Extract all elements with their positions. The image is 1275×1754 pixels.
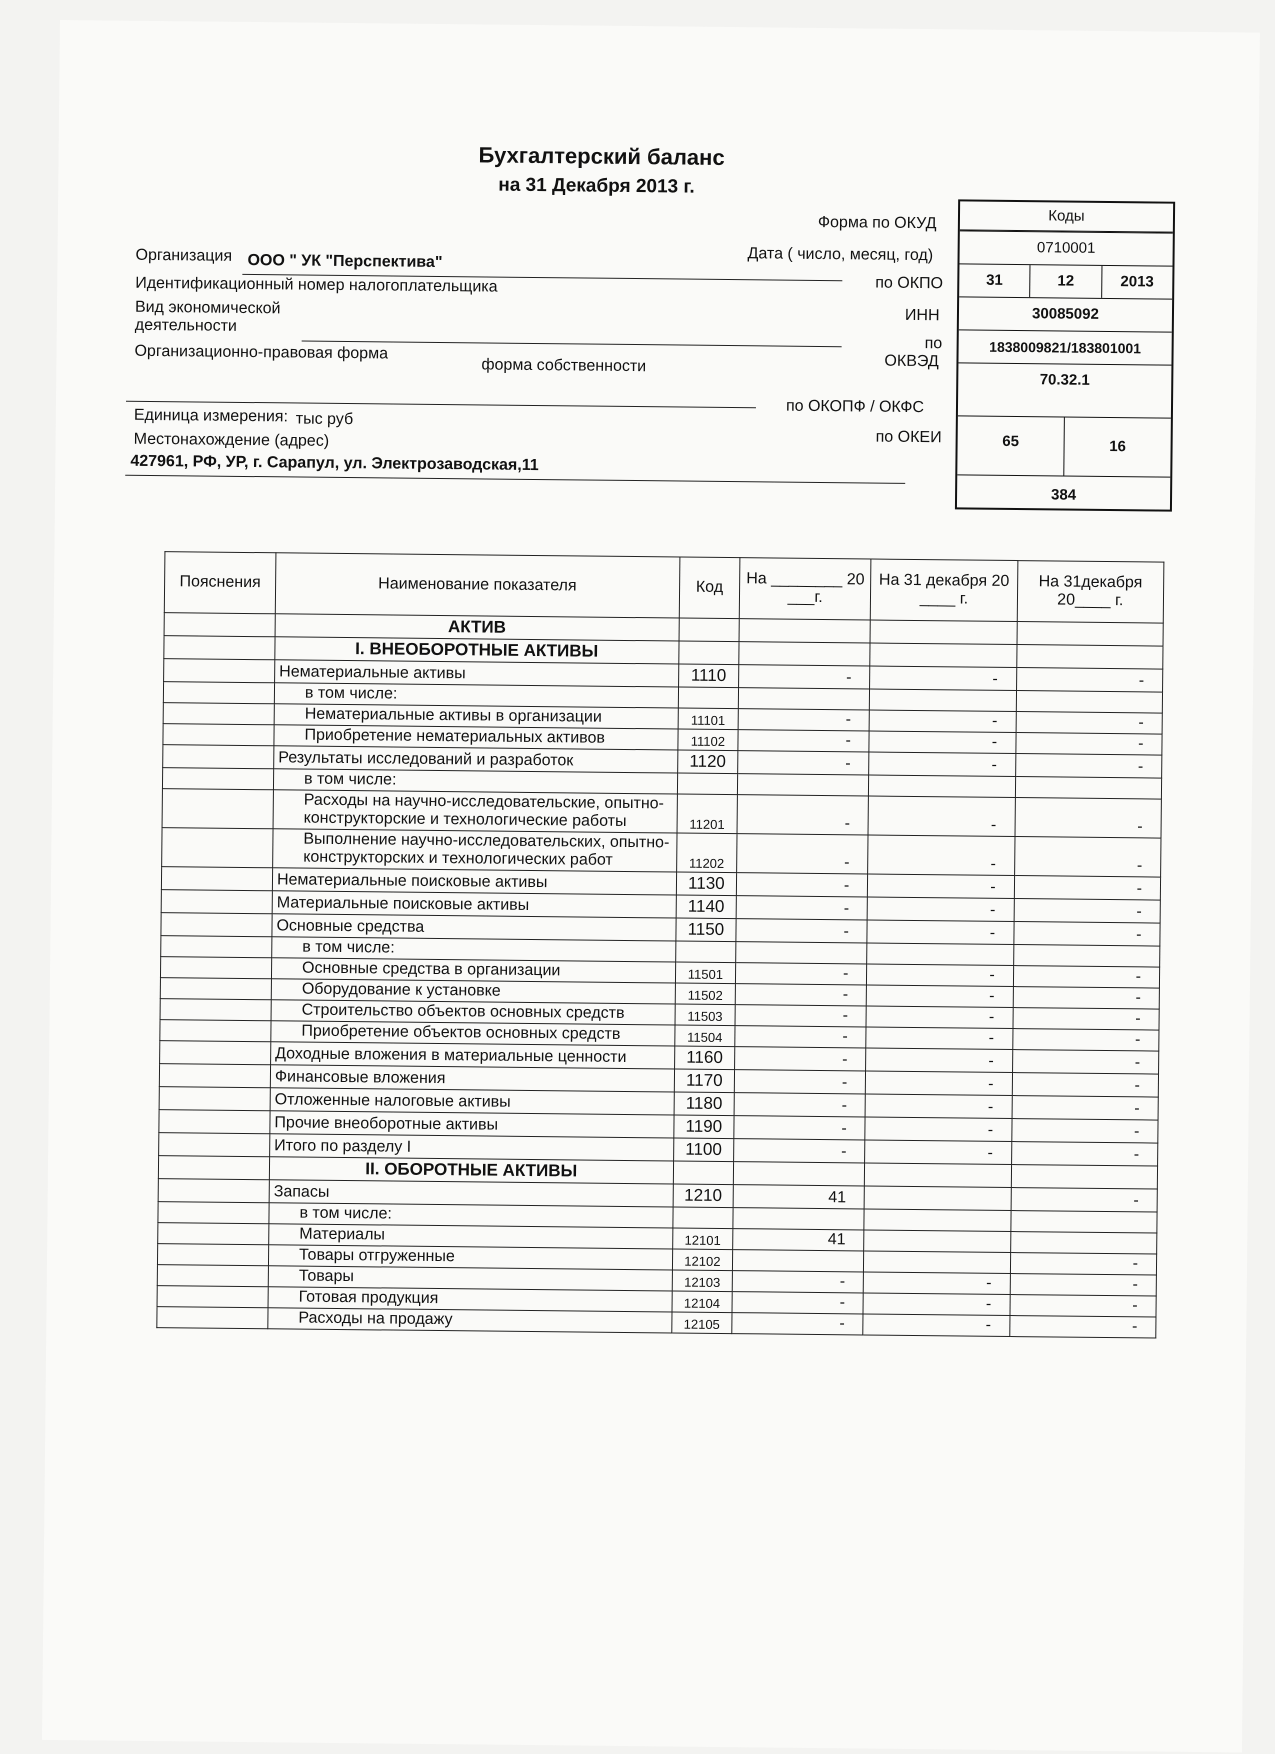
- row-value-1: -: [735, 1047, 866, 1071]
- row-value-1: -: [734, 1116, 865, 1140]
- row-code: 11101: [678, 708, 739, 730]
- balance-table: [156, 551, 1164, 1338]
- inn-full-label: Идентификационный номер налогоплательщика: [135, 274, 498, 296]
- row-value-3: -: [1010, 1295, 1157, 1318]
- row-name: Запасы: [269, 1180, 673, 1207]
- okud-label: Форма по ОКУД: [817, 213, 937, 233]
- row-value-3: -: [1011, 1119, 1158, 1144]
- okopf-row: [957, 415, 1171, 476]
- row-value-1: -: [734, 1139, 865, 1163]
- inn-row: [958, 329, 1171, 364]
- row-name: Товары: [268, 1266, 672, 1291]
- row-value-2: -: [863, 1314, 1010, 1337]
- okopf-label: по ОКОПФ / ОКФС: [785, 397, 925, 417]
- row-value-3: [1011, 1211, 1158, 1234]
- row-value-2: -: [869, 710, 1016, 733]
- row-value-1: [738, 688, 869, 710]
- row-value-1: [733, 1250, 864, 1272]
- row-value-3: -: [1010, 1274, 1157, 1297]
- okpo-code: 30085092: [1032, 305, 1099, 323]
- row-value-1: -: [737, 873, 868, 897]
- table-header-row: [164, 552, 1164, 623]
- row-name: Оборудование к установке: [271, 979, 675, 1004]
- row-code: 1160: [674, 1046, 735, 1070]
- row-name: Выполнение научно-исследовательских, опытно-конструкторских и технологических работ: [273, 829, 677, 872]
- notes-cell: [161, 913, 272, 937]
- okopf-code: 65: [1002, 432, 1020, 451]
- row-code: 1110: [678, 664, 739, 688]
- section-1-label: I. ВНЕОБОРОТНЫЕ АКТИВЫ: [275, 637, 679, 664]
- ownership-label: форма собственности: [481, 356, 647, 376]
- row-value-2: -: [867, 964, 1014, 987]
- row-code: 11504: [674, 1025, 735, 1047]
- row-name: Расходы на продажу: [268, 1308, 672, 1333]
- row-value-3: -: [1011, 1142, 1158, 1167]
- okved-code: 70.32.1: [1039, 371, 1090, 389]
- row-value-1: -: [736, 963, 867, 985]
- row-name: Основные средства: [272, 914, 676, 941]
- notes-cell: [164, 659, 275, 683]
- document-sheet: [42, 20, 1260, 1752]
- notes-cell: [163, 682, 274, 704]
- row-value-1: -: [732, 1292, 863, 1314]
- notes-cell: [160, 1041, 271, 1065]
- row-value-3: -: [1014, 922, 1161, 947]
- okud-code: 0710001: [1036, 239, 1096, 257]
- activity-label-2: деятельности: [134, 316, 237, 335]
- okei-label: по ОКЕИ: [875, 428, 942, 447]
- row-name: в том числе:: [269, 1203, 673, 1228]
- row-value-2: -: [866, 1006, 1013, 1029]
- notes-cell: [159, 1064, 270, 1088]
- row-name: Товары отгруженные: [268, 1245, 672, 1270]
- row-code: 1170: [674, 1069, 735, 1093]
- row-code: [675, 941, 736, 963]
- row-code: 11201: [677, 794, 738, 834]
- row-code: 11102: [678, 729, 739, 751]
- row-code: 1120: [677, 750, 738, 774]
- row-value-1: [738, 774, 869, 796]
- okei-row: [957, 474, 1170, 509]
- row-value-1: 41: [733, 1185, 864, 1209]
- notes-cell: [161, 936, 272, 958]
- row-code: [678, 687, 739, 709]
- row-name: Прочие внеоборотные активы: [270, 1111, 674, 1138]
- table-body: [157, 613, 1163, 1338]
- okfs-code: 16: [1063, 418, 1171, 477]
- row-value-2: [869, 775, 1016, 798]
- notes-cell: [157, 1265, 268, 1287]
- row-name: Финансовые вложения: [270, 1065, 674, 1092]
- row-value-3: -: [1016, 712, 1163, 735]
- section-2-label: II. ОБОРОТНЫЕ АКТИВЫ: [269, 1157, 673, 1184]
- row-name: Приобретение нематериальных активов: [274, 725, 678, 750]
- row-value-3: -: [1010, 1253, 1157, 1276]
- notes-cell: [161, 890, 272, 914]
- row-value-3: [1015, 777, 1162, 800]
- notes-cell: [159, 1110, 270, 1134]
- okpo-label: по ОКПО: [875, 274, 944, 293]
- notes-cell: [158, 1223, 269, 1245]
- row-value-2: -: [866, 1027, 1013, 1050]
- col-period3-header: На 31декабря 20____ г.: [1017, 561, 1164, 624]
- notes-cell: [157, 1307, 268, 1329]
- row-value-1: -: [738, 730, 869, 752]
- notes-cell: [160, 999, 271, 1021]
- row-value-2: -: [868, 796, 1015, 837]
- address-label: Местонахождение (адрес): [133, 430, 330, 450]
- row-value-1: -: [732, 1313, 863, 1335]
- activity-label: Вид экономической: [134, 298, 281, 318]
- unit-label: Единица измерения:: [133, 406, 289, 426]
- row-value-1: -: [735, 1026, 866, 1048]
- notes-cell: [162, 768, 273, 790]
- row-value-3: [1016, 691, 1163, 714]
- row-name: Готовая продукция: [268, 1287, 672, 1312]
- row-value-1: -: [738, 709, 869, 731]
- row-code: 11503: [675, 1004, 736, 1026]
- row-code: 12101: [672, 1228, 733, 1250]
- row-value-1: -: [737, 834, 869, 874]
- row-name: Отложенные налоговые активы: [270, 1088, 674, 1115]
- address-underline: [125, 475, 905, 484]
- org-value: ООО " УК "Перспектива": [247, 251, 443, 272]
- row-value-2: -: [863, 1293, 1010, 1316]
- date-row: [959, 263, 1172, 298]
- notes-cell: [161, 867, 272, 891]
- row-value-2: -: [867, 920, 1014, 945]
- row-value-3: -: [1012, 1096, 1159, 1121]
- notes-cell: [162, 789, 273, 829]
- row-name: в том числе:: [274, 683, 678, 708]
- row-value-1: -: [736, 919, 867, 943]
- notes-cell: [163, 745, 274, 769]
- org-label: Организация: [135, 246, 233, 265]
- doc-subtitle: на 31 Декабря 2013 г.: [498, 174, 695, 198]
- row-code: 12105: [671, 1312, 732, 1334]
- row-value-1: -: [732, 1271, 863, 1293]
- row-value-2: -: [867, 897, 1014, 922]
- doc-title: Бухгалтерский баланс: [478, 142, 725, 170]
- notes-cell: [162, 828, 273, 868]
- row-value-1: [736, 942, 867, 964]
- row-value-2: [870, 689, 1017, 712]
- col-name-header: Наименование показателя: [275, 553, 679, 618]
- date-year: 2013: [1101, 266, 1173, 299]
- row-name: Итого по разделу I: [270, 1134, 674, 1161]
- row-value-3: -: [1015, 754, 1162, 779]
- okved-label-2: ОКВЭД: [884, 352, 939, 371]
- notes-cell: [157, 1286, 268, 1308]
- legal-form-label: Организационно-правовая форма: [134, 342, 389, 363]
- row-value-3: -: [1012, 1050, 1159, 1075]
- row-code: 12102: [672, 1249, 733, 1271]
- notes-cell: [160, 957, 271, 979]
- row-value-2: -: [868, 874, 1015, 899]
- row-value-3: [1013, 945, 1160, 968]
- row-value-3: [1010, 1232, 1157, 1255]
- row-value-3: -: [1012, 1029, 1159, 1052]
- row-name: Нематериальные поисковые активы: [272, 868, 676, 895]
- row-value-2: -: [866, 1048, 1013, 1073]
- col-period1-header: На ________ 20 ___г.: [739, 558, 871, 620]
- col-notes-header: Пояснения: [164, 552, 276, 614]
- row-value-3: -: [1016, 733, 1163, 756]
- row-value-2: [864, 1230, 1011, 1253]
- section-assets-label: АКТИВ: [275, 614, 679, 641]
- notes-cell: [158, 1202, 269, 1224]
- row-value-2: -: [866, 1071, 1013, 1096]
- row-value-2: [864, 1209, 1011, 1232]
- row-code: 11502: [675, 983, 736, 1005]
- notes-cell: [160, 1020, 271, 1042]
- row-code: 12103: [672, 1270, 733, 1292]
- date-label: Дата ( число, месяц, год): [747, 245, 934, 265]
- okved-label: по: [924, 335, 943, 353]
- row-name: Материальные поисковые активы: [272, 891, 676, 918]
- row-value-2: -: [869, 731, 1016, 754]
- row-code: 1150: [676, 918, 737, 942]
- row-value-2: -: [865, 1094, 1012, 1119]
- row-value-2: -: [869, 752, 1016, 777]
- row-value-1: 41: [733, 1229, 864, 1251]
- row-code: 1190: [673, 1115, 734, 1139]
- okpo-row: [959, 296, 1172, 331]
- row-value-2: [864, 1186, 1011, 1211]
- row-value-2: [864, 1251, 1011, 1274]
- col-period2-header: На 31 декабря 20 ____ г.: [871, 559, 1018, 622]
- codes-header: Коды: [960, 201, 1173, 232]
- row-name: Расходы на научно-исследовательские, опытно-конструкторские и технологические работы: [273, 790, 677, 833]
- notes-cell: [159, 1133, 270, 1157]
- row-name: в том числе:: [273, 769, 677, 794]
- notes-cell: [164, 613, 275, 637]
- row-code: 11202: [676, 833, 737, 873]
- row-value-2: -: [865, 1140, 1012, 1165]
- notes-cell: [157, 1244, 268, 1266]
- row-value-1: -: [736, 896, 867, 920]
- row-value-3: -: [1012, 1073, 1159, 1098]
- row-value-1: -: [737, 795, 869, 835]
- address-value: 427961, РФ, УР, г. Сарапул, ул. Электрозаводская,11: [130, 452, 539, 475]
- row-name: Строительство объектов основных средств: [271, 1000, 675, 1025]
- row-code: 1100: [673, 1138, 734, 1162]
- row-value-1: -: [739, 665, 870, 689]
- okei-code: 384: [1050, 486, 1077, 504]
- row-code: 1140: [676, 895, 737, 919]
- row-value-3: -: [1013, 966, 1160, 989]
- row-code: [673, 1207, 734, 1229]
- okved-row: [958, 362, 1172, 417]
- row-value-1: [733, 1208, 864, 1230]
- col-code-header: Код: [679, 557, 740, 619]
- row-name: Основные средства в организации: [271, 958, 675, 983]
- row-value-3: -: [1016, 668, 1163, 693]
- row-code: 1180: [674, 1092, 735, 1116]
- row-value-3: -: [1014, 837, 1161, 878]
- row-name: Материалы: [269, 1224, 673, 1249]
- row-name: Приобретение объектов основных средств: [271, 1021, 675, 1046]
- row-value-2: [867, 943, 1014, 966]
- notes-cell: [158, 1179, 269, 1203]
- row-value-3: -: [1014, 899, 1161, 924]
- row-value-2: -: [864, 1272, 1011, 1295]
- row-value-3: -: [1011, 1188, 1158, 1213]
- row-value-3: -: [1014, 876, 1161, 901]
- row-value-2: -: [868, 835, 1015, 876]
- inn-label: ИНН: [904, 306, 940, 325]
- row-name: Результаты исследований и разработок: [274, 746, 678, 773]
- notes-cell: [163, 703, 274, 725]
- row-value-3: -: [1013, 1008, 1160, 1031]
- row-code: 11501: [675, 962, 736, 984]
- notes-cell: [163, 724, 274, 746]
- row-name: в том числе:: [272, 937, 676, 962]
- row-value-1: -: [735, 984, 866, 1006]
- unit-value: тыс руб: [295, 410, 354, 429]
- row-name: Нематериальные активы в организации: [274, 704, 678, 729]
- row-value-2: -: [870, 666, 1017, 691]
- row-code: [677, 773, 738, 795]
- date-day: 31: [986, 271, 1003, 289]
- row-code: 1130: [676, 872, 737, 896]
- okud-row: [960, 230, 1173, 265]
- row-value-2: -: [867, 985, 1014, 1008]
- date-month: 12: [1029, 265, 1101, 298]
- row-value-3: -: [1009, 1316, 1156, 1339]
- row-value-1: -: [734, 1070, 865, 1094]
- row-value-3: -: [1013, 987, 1160, 1010]
- notes-cell: [160, 978, 271, 1000]
- row-value-1: -: [734, 1093, 865, 1117]
- row-code: 12104: [672, 1291, 733, 1313]
- row-value-1: -: [738, 751, 869, 775]
- row-code: 1210: [673, 1184, 734, 1208]
- row-value-2: -: [865, 1117, 1012, 1142]
- row-name: Доходные вложения в материальные ценности: [271, 1042, 675, 1069]
- row-value-1: -: [735, 1005, 866, 1027]
- inn-code: 1838009821/183801001: [989, 338, 1142, 357]
- notes-cell: [159, 1087, 270, 1111]
- row-name: Нематериальные активы: [275, 660, 679, 687]
- codes-block: [955, 199, 1175, 511]
- row-value-3: -: [1015, 798, 1162, 839]
